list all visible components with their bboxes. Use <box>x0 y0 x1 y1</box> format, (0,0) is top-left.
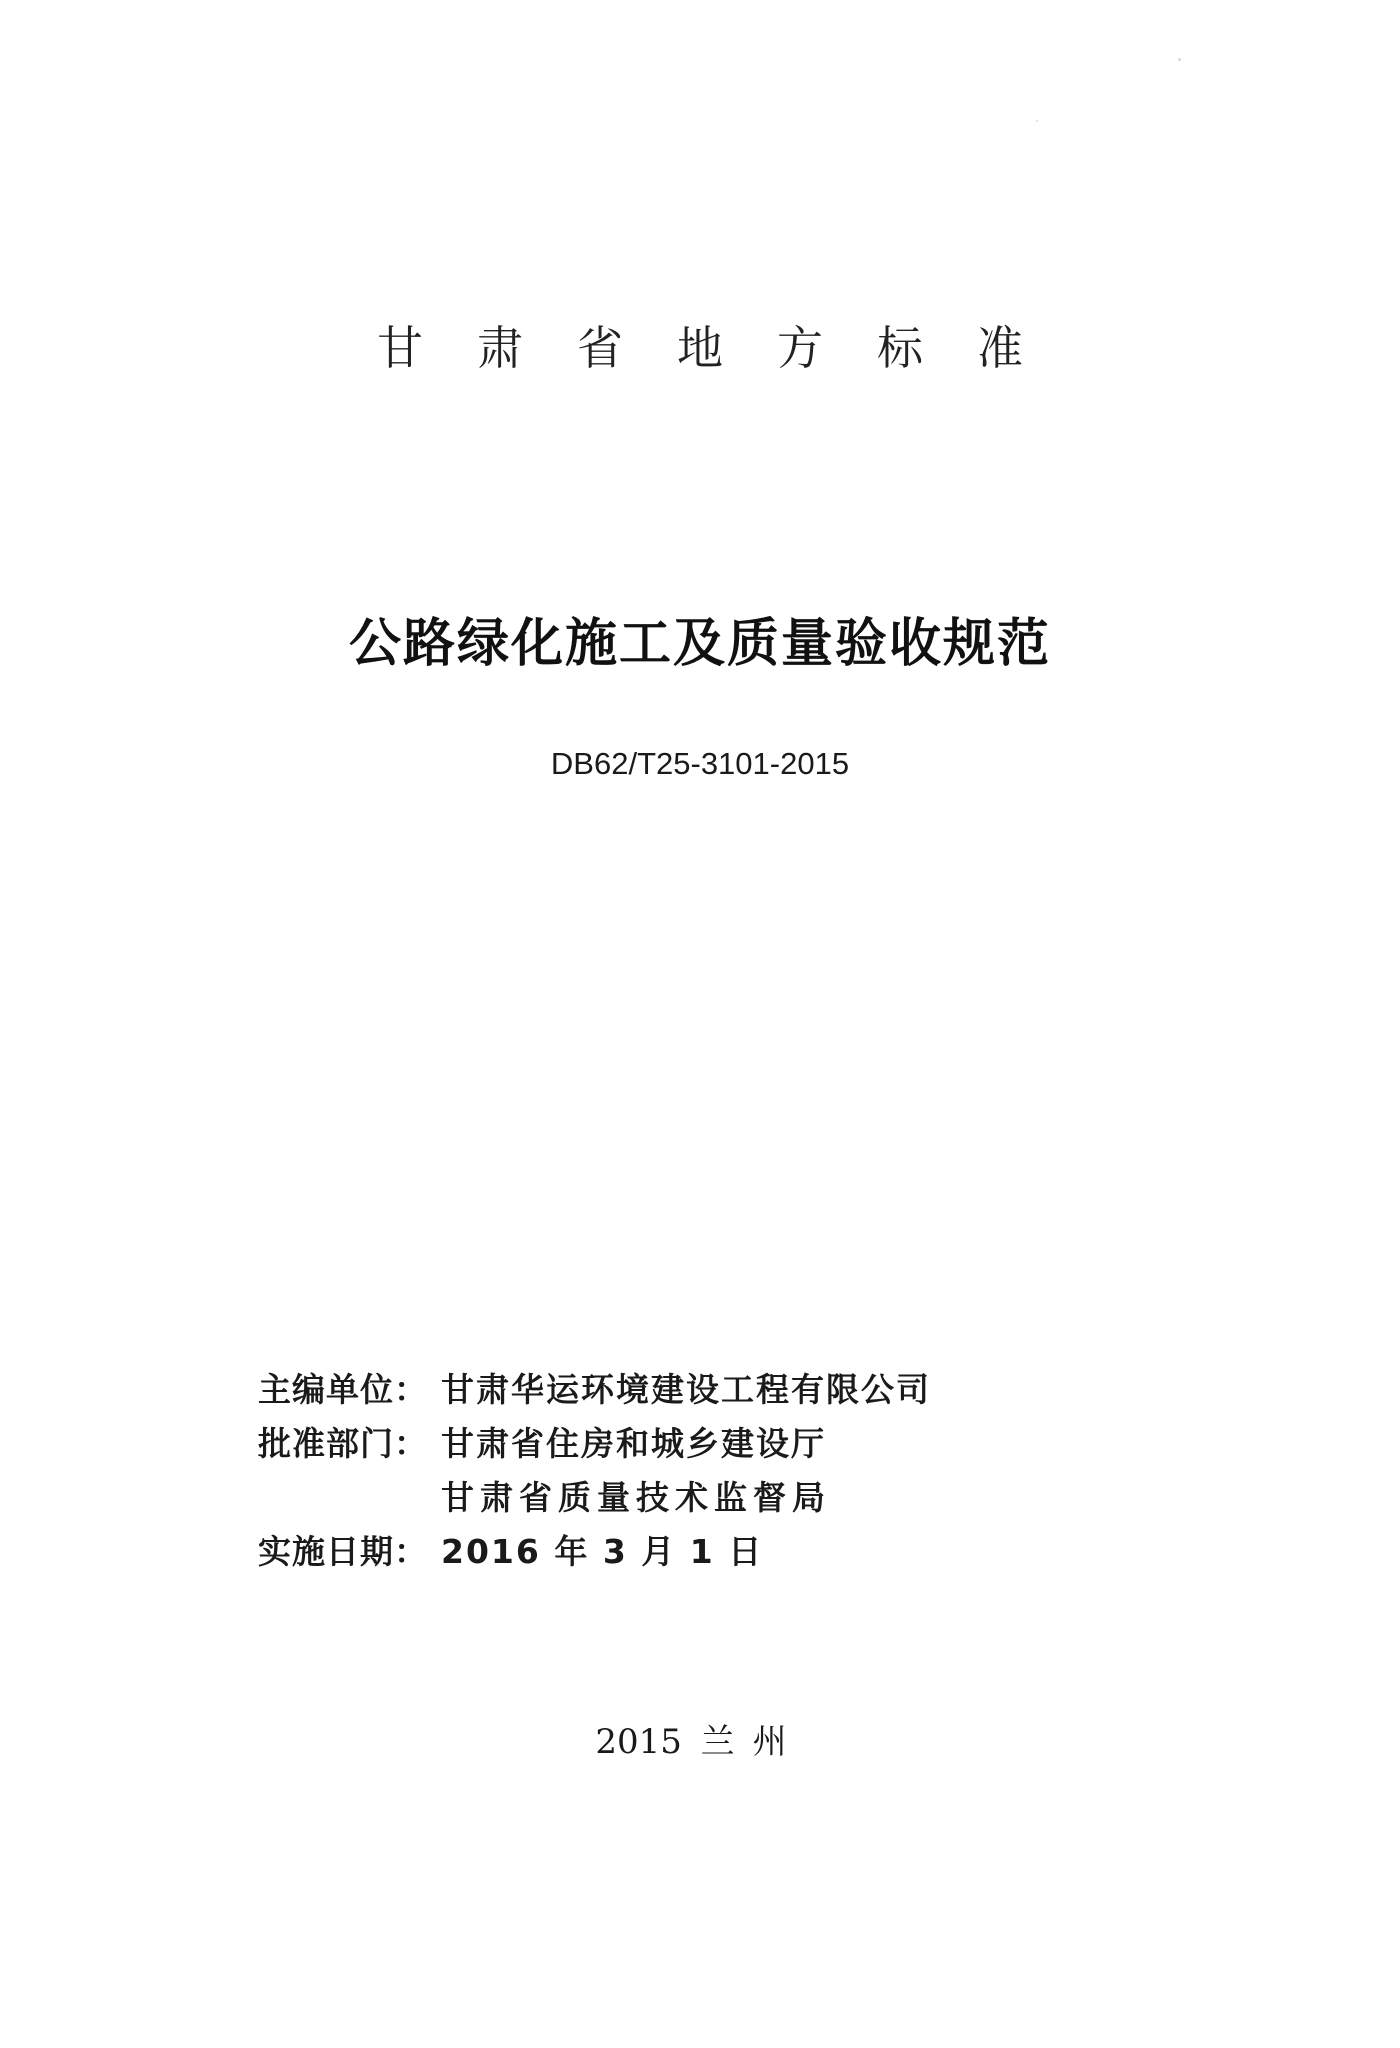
approver-label: 批准部门： <box>258 1424 428 1463</box>
approver-row <box>258 1417 931 1471</box>
effective-date-row <box>258 1525 931 1579</box>
document-info-block <box>258 1363 931 1579</box>
publication-city: 兰州 <box>700 1722 805 1762</box>
approver-value-secondary: 甘肃省质量技术监督局 <box>441 1478 831 1517</box>
publication-footer <box>0 1720 1400 1764</box>
editor-label: 主编单位： <box>258 1370 428 1409</box>
standard-category-heading: 甘肃省地方标准 <box>377 321 1077 375</box>
standard-code: DB62/T25-3101-2015 <box>550 746 850 781</box>
approver-label-spacer <box>258 1471 441 1525</box>
publication-year: 2015 <box>595 1722 682 1762</box>
editor-row <box>258 1363 931 1417</box>
effective-date-label: 实施日期： <box>258 1532 428 1571</box>
document-title: 公路绿化施工及质量验收规范 <box>348 614 1051 674</box>
approver-row-secondary <box>258 1471 931 1525</box>
scan-speck <box>1036 120 1038 122</box>
approver-value-primary: 甘肃省住房和城乡建设厅 <box>441 1424 826 1463</box>
effective-date-value: 2016 年 3 月 1 日 <box>441 1532 764 1571</box>
editor-value: 甘肃华运环境建设工程有限公司 <box>441 1370 931 1409</box>
scan-speck <box>1178 58 1181 61</box>
